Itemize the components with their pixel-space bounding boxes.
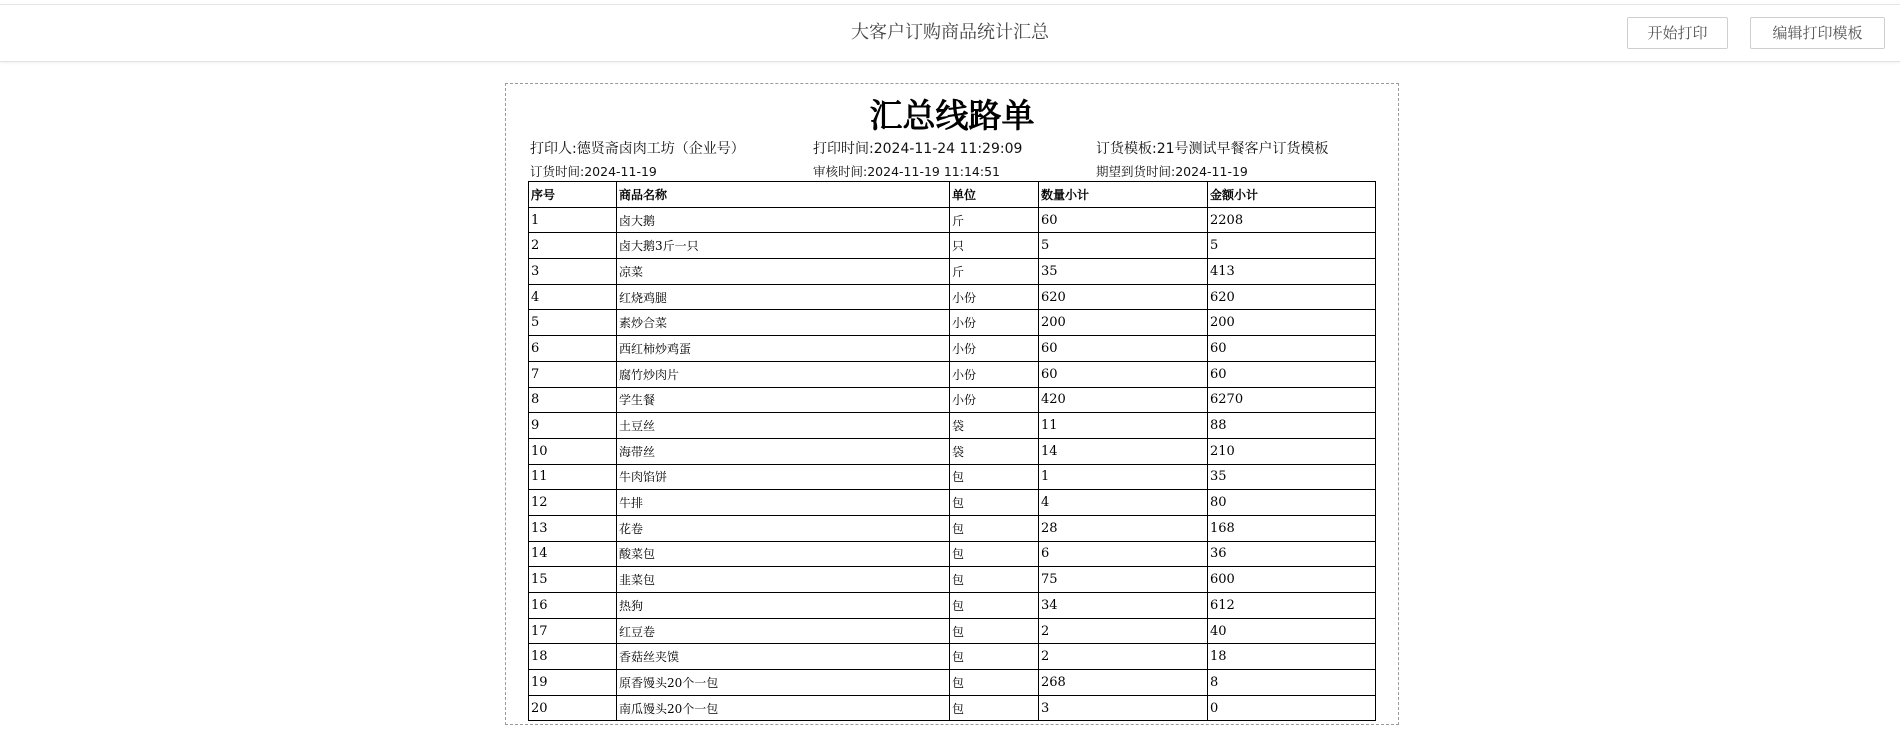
table-row — [529, 515, 1376, 541]
expected-arrival-time: 期望到货时间:2024-11-19 — [1096, 164, 1248, 179]
table-row — [529, 490, 1376, 516]
product-name-cell: 南瓜馒头20个一包 — [617, 695, 950, 721]
start-print-button[interactable]: 开始打印 — [1627, 17, 1728, 49]
amount-cell: 0 — [1208, 695, 1376, 721]
index-cell: 16 — [529, 593, 617, 619]
table-body — [529, 207, 1376, 721]
quantity-cell: 1 — [1039, 464, 1208, 490]
column-header-product: 商品名称 — [617, 182, 950, 208]
product-name-cell: 海带丝 — [617, 438, 950, 464]
index-cell: 12 — [529, 490, 617, 516]
index-cell: 19 — [529, 670, 617, 696]
table-row — [529, 438, 1376, 464]
amount-cell: 88 — [1208, 413, 1376, 439]
index-cell: 9 — [529, 413, 617, 439]
amount-cell: 18 — [1208, 644, 1376, 670]
amount-cell: 80 — [1208, 490, 1376, 516]
amount-cell: 40 — [1208, 618, 1376, 644]
product-name-cell: 卤大鹅3斤一只 — [617, 233, 950, 259]
table-row — [529, 284, 1376, 310]
product-name-cell: 香菇丝夹馍 — [617, 644, 950, 670]
page-title: 大客户订购商品统计汇总 — [851, 22, 1049, 43]
product-name-cell: 西红柿炒鸡蛋 — [617, 336, 950, 362]
product-name-cell: 韭菜包 — [617, 567, 950, 593]
amount-cell: 413 — [1208, 259, 1376, 285]
quantity-cell: 3 — [1039, 695, 1208, 721]
unit-cell: 包 — [950, 567, 1039, 593]
review-time: 审核时间:2024-11-19 11:14:51 — [813, 164, 1000, 179]
amount-cell: 5 — [1208, 233, 1376, 259]
print-preview-paper — [505, 83, 1399, 725]
amount-cell: 60 — [1208, 361, 1376, 387]
index-cell: 8 — [529, 387, 617, 413]
quantity-cell: 14 — [1039, 438, 1208, 464]
column-header-quantity: 数量小计 — [1039, 182, 1208, 208]
product-name-cell: 酸菜包 — [617, 541, 950, 567]
product-name-cell: 土豆丝 — [617, 413, 950, 439]
printer-info: 打印人:德贤斋卤肉工坊（企业号） — [530, 141, 745, 157]
quantity-cell: 2 — [1039, 618, 1208, 644]
amount-cell: 200 — [1208, 310, 1376, 336]
table-row — [529, 259, 1376, 285]
unit-cell: 袋 — [950, 438, 1039, 464]
index-cell: 15 — [529, 567, 617, 593]
quantity-cell: 28 — [1039, 515, 1208, 541]
table-row — [529, 387, 1376, 413]
unit-cell: 包 — [950, 670, 1039, 696]
amount-cell: 8 — [1208, 670, 1376, 696]
index-cell: 20 — [529, 695, 617, 721]
table-row — [529, 207, 1376, 233]
index-cell: 7 — [529, 361, 617, 387]
table-row — [529, 233, 1376, 259]
product-name-cell: 学生餐 — [617, 387, 950, 413]
amount-cell: 35 — [1208, 464, 1376, 490]
amount-cell: 6270 — [1208, 387, 1376, 413]
order-time: 订货时间:2024-11-19 — [530, 164, 657, 179]
unit-cell: 包 — [950, 490, 1039, 516]
unit-cell: 包 — [950, 644, 1039, 670]
table-row — [529, 695, 1376, 721]
unit-cell: 小份 — [950, 361, 1039, 387]
index-cell: 17 — [529, 618, 617, 644]
amount-cell: 60 — [1208, 336, 1376, 362]
table-row — [529, 618, 1376, 644]
index-cell: 10 — [529, 438, 617, 464]
table-header-row — [529, 182, 1376, 208]
product-name-cell: 凉菜 — [617, 259, 950, 285]
summary-table — [528, 181, 1376, 721]
top-bar — [0, 4, 1900, 62]
index-cell: 18 — [529, 644, 617, 670]
amount-cell: 612 — [1208, 593, 1376, 619]
product-name-cell: 原香馒头20个一包 — [617, 670, 950, 696]
print-time: 打印时间:2024-11-24 11:29:09 — [813, 141, 1023, 157]
index-cell: 4 — [529, 284, 617, 310]
column-header-index: 序号 — [529, 182, 617, 208]
table-row — [529, 464, 1376, 490]
unit-cell: 包 — [950, 464, 1039, 490]
unit-cell: 包 — [950, 618, 1039, 644]
table-row — [529, 361, 1376, 387]
index-cell: 1 — [529, 207, 617, 233]
quantity-cell: 75 — [1039, 567, 1208, 593]
quantity-cell: 268 — [1039, 670, 1208, 696]
index-cell: 2 — [529, 233, 617, 259]
table-row — [529, 413, 1376, 439]
product-name-cell: 热狗 — [617, 593, 950, 619]
quantity-cell: 200 — [1039, 310, 1208, 336]
product-name-cell: 红豆卷 — [617, 618, 950, 644]
product-name-cell: 卤大鹅 — [617, 207, 950, 233]
amount-cell: 2208 — [1208, 207, 1376, 233]
table-row — [529, 644, 1376, 670]
unit-cell: 斤 — [950, 207, 1039, 233]
quantity-cell: 34 — [1039, 593, 1208, 619]
table-row — [529, 336, 1376, 362]
table-row — [529, 567, 1376, 593]
column-header-unit: 单位 — [950, 182, 1039, 208]
unit-cell: 包 — [950, 515, 1039, 541]
index-cell: 13 — [529, 515, 617, 541]
product-name-cell: 牛排 — [617, 490, 950, 516]
unit-cell: 包 — [950, 593, 1039, 619]
product-name-cell: 红烧鸡腿 — [617, 284, 950, 310]
amount-cell: 36 — [1208, 541, 1376, 567]
quantity-cell: 620 — [1039, 284, 1208, 310]
quantity-cell: 2 — [1039, 644, 1208, 670]
amount-cell: 600 — [1208, 567, 1376, 593]
column-header-amount: 金额小计 — [1208, 182, 1376, 208]
index-cell: 14 — [529, 541, 617, 567]
order-template: 订货模板:21号测试早餐客户订货模板 — [1096, 141, 1329, 157]
quantity-cell: 420 — [1039, 387, 1208, 413]
unit-cell: 包 — [950, 541, 1039, 567]
amount-cell: 620 — [1208, 284, 1376, 310]
table-row — [529, 310, 1376, 336]
quantity-cell: 35 — [1039, 259, 1208, 285]
product-name-cell: 花卷 — [617, 515, 950, 541]
amount-cell: 168 — [1208, 515, 1376, 541]
product-name-cell: 素炒合菜 — [617, 310, 950, 336]
edit-print-template-button[interactable]: 编辑打印模板 — [1750, 17, 1885, 49]
product-name-cell: 腐竹炒肉片 — [617, 361, 950, 387]
index-cell: 5 — [529, 310, 617, 336]
table-row — [529, 541, 1376, 567]
quantity-cell: 5 — [1039, 233, 1208, 259]
unit-cell: 袋 — [950, 413, 1039, 439]
quantity-cell: 11 — [1039, 413, 1208, 439]
unit-cell: 斤 — [950, 259, 1039, 285]
document-title: 汇总线路单 — [869, 96, 1035, 135]
unit-cell: 只 — [950, 233, 1039, 259]
quantity-cell: 60 — [1039, 336, 1208, 362]
amount-cell: 210 — [1208, 438, 1376, 464]
quantity-cell: 4 — [1039, 490, 1208, 516]
unit-cell: 包 — [950, 695, 1039, 721]
table-row — [529, 670, 1376, 696]
product-name-cell: 牛肉馅饼 — [617, 464, 950, 490]
quantity-cell: 60 — [1039, 361, 1208, 387]
unit-cell: 小份 — [950, 387, 1039, 413]
unit-cell: 小份 — [950, 336, 1039, 362]
quantity-cell: 60 — [1039, 207, 1208, 233]
index-cell: 11 — [529, 464, 617, 490]
quantity-cell: 6 — [1039, 541, 1208, 567]
unit-cell: 小份 — [950, 310, 1039, 336]
unit-cell: 小份 — [950, 284, 1039, 310]
table-row — [529, 593, 1376, 619]
index-cell: 6 — [529, 336, 617, 362]
index-cell: 3 — [529, 259, 617, 285]
